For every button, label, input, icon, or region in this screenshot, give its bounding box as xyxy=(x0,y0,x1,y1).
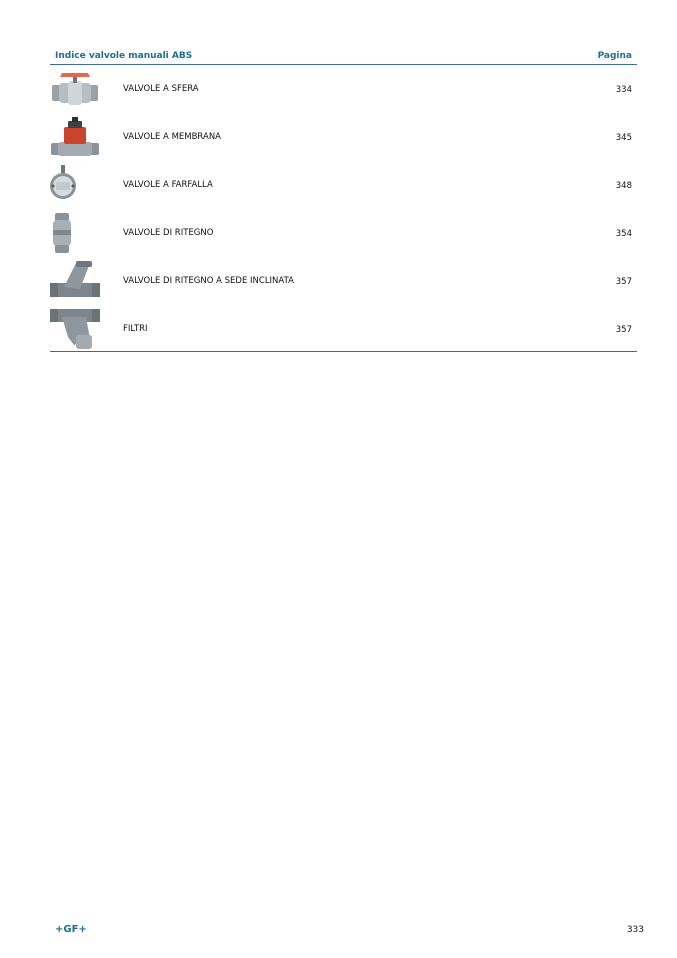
row-name: VALVOLE A MEMBRANA xyxy=(123,132,221,142)
row-page: 357 xyxy=(615,277,632,287)
diaphragm-valve-icon xyxy=(50,115,100,159)
butterfly-valve-icon xyxy=(50,163,100,207)
page-column-label: Pagina xyxy=(597,51,632,61)
table-bottom-rule xyxy=(50,351,637,352)
row-name: VALVOLE A FARFALLA xyxy=(123,180,213,190)
row-page: 354 xyxy=(615,229,632,239)
ball-valve-icon xyxy=(50,67,100,111)
index-row-filter[interactable] xyxy=(50,305,637,353)
index-row-inclined-check-valve[interactable] xyxy=(50,257,637,305)
row-page: 334 xyxy=(615,85,632,95)
row-name: VALVOLE A SFERA xyxy=(123,84,199,94)
row-page: 345 xyxy=(615,133,632,143)
row-name: VALVOLE DI RITEGNO xyxy=(123,228,214,238)
index-row-butterfly-valve[interactable] xyxy=(50,161,637,209)
page-number: 333 xyxy=(626,925,644,935)
inclined-check-valve-icon xyxy=(50,259,100,303)
index-row-check-valve[interactable] xyxy=(50,209,637,257)
index-table xyxy=(50,65,637,353)
filter-icon xyxy=(50,307,100,351)
index-row-ball-valve[interactable] xyxy=(50,65,637,113)
index-header xyxy=(50,50,637,65)
row-page: 348 xyxy=(615,181,632,191)
index-title: Indice valvole manuali ABS xyxy=(55,51,193,61)
row-name: VALVOLE DI RITEGNO A SEDE INCLINATA xyxy=(123,276,294,286)
row-page: 357 xyxy=(615,325,632,335)
row-name: FILTRI xyxy=(123,324,148,334)
index-row-diaphragm-valve[interactable] xyxy=(50,113,637,161)
check-valve-icon xyxy=(50,211,100,255)
gf-logo: +GF+ xyxy=(55,924,87,935)
